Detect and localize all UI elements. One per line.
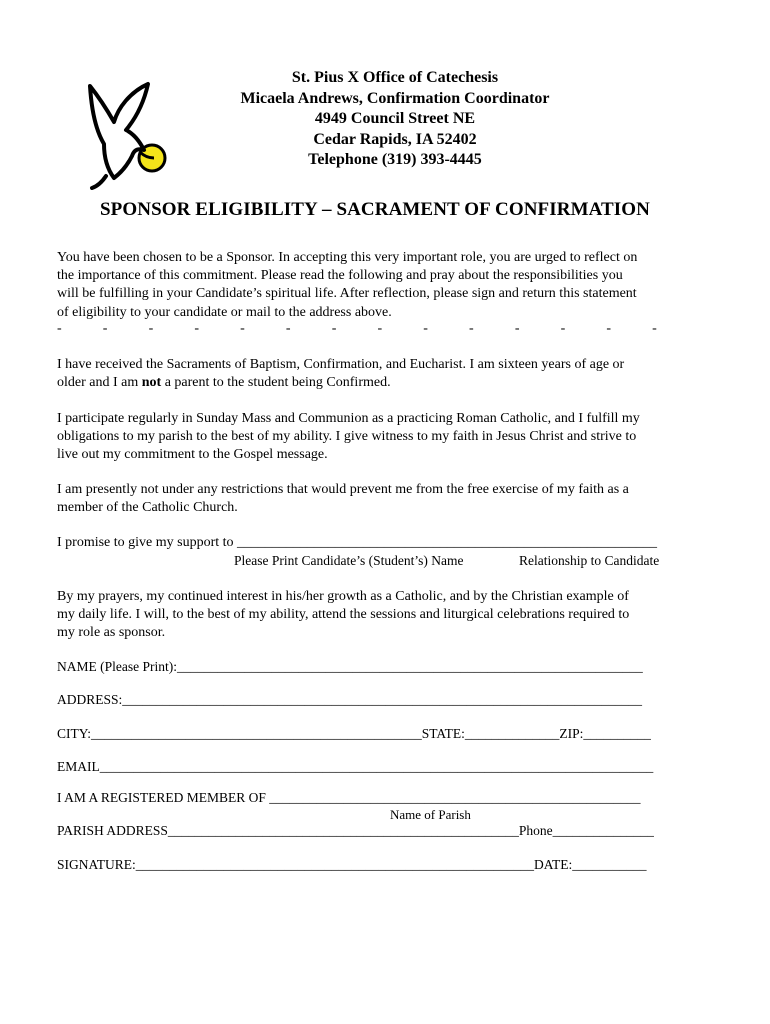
sacraments-line: [57, 374, 697, 392]
dash: -: [102, 321, 108, 336]
dash: -: [285, 321, 291, 336]
relationship-caption: Relationship to Candidate: [519, 553, 660, 568]
restrictions-line: member of the Catholic Church.: [57, 500, 238, 516]
header-line-street: 4949 Council Street NE: [314, 110, 476, 127]
signature-date-field[interactable]: SIGNATURE:___________________________________________________________DATE:___________: [57, 857, 647, 872]
email-field[interactable]: EMAIL__________________________________________________________________________________: [57, 759, 654, 774]
commitment-line: By my prayers, my continued interest in his/her growth as a Catholic, and by the Christian example of: [57, 589, 629, 604]
commitment-line: my daily life. I will, to the best of my ability, attend the sessions and liturgical celebrations required to: [57, 607, 630, 623]
intro-line: You have been chosen to be a Sponsor. In accepting this very important role, you are urged to reflect on: [57, 250, 638, 265]
document-title: SPONSOR ELIGIBILITY – SACRAMENT OF CONFIRMATION: [100, 199, 650, 220]
dash: -: [331, 321, 337, 336]
practice-paragraph: [57, 410, 697, 465]
sacraments-paragraph: [57, 356, 697, 392]
city-state-zip-field[interactable]: CITY:_________________________________________________STATE:______________ZIP:__________: [57, 726, 651, 741]
dove-logo-icon: [78, 78, 178, 190]
parish-address-field[interactable]: PARISH ADDRESS____________________________________________________Phone_______________: [57, 823, 654, 838]
parish-name-caption: Name of Parish: [390, 807, 471, 822]
dash: -: [57, 321, 62, 336]
practice-line: I participate regularly in Sunday Mass and Communion as a practicing Roman Catholic, and I fulfill my: [57, 411, 640, 426]
restrictions-paragraph: [57, 481, 697, 517]
practice-line: obligations to my parish to the best of my ability. I give witness to my faith in Jesus Christ and strive to: [57, 429, 637, 445]
candidate-name-caption: Please Print Candidate’s (Student’s) Name: [234, 553, 464, 568]
dash: -: [469, 321, 474, 336]
dash: -: [423, 321, 428, 336]
dash: -: [377, 321, 383, 336]
dash: -: [560, 321, 566, 336]
header-line-phone: Telephone (319) 393-4445: [308, 151, 482, 168]
promise-line[interactable]: I promise to give my support to ____________________________________________________________: [57, 535, 658, 550]
dash: -: [514, 321, 520, 336]
office-header: [200, 68, 590, 171]
dashed-separator: [57, 321, 657, 335]
dash: -: [194, 321, 200, 336]
intro-line: will be fulfilling in your Candidate’s spiritual life. After reflection, please sign and return this statement: [57, 286, 637, 302]
text-span: older and I am: [57, 375, 142, 391]
text-span: a parent to the student being Confirmed.: [161, 375, 391, 391]
commitment-paragraph: [57, 588, 697, 643]
address-field[interactable]: ADDRESS:_____________________________________________________________________________: [57, 692, 643, 707]
dash: -: [240, 321, 245, 336]
commitment-line: my role as sponsor.: [57, 625, 166, 641]
name-field[interactable]: NAME (Please Print):_____________________________________________________________________: [57, 659, 643, 674]
sacraments-line: I have received the Sacraments of Baptism, Confirmation, and Eucharist. I am sixteen years of age or: [57, 357, 625, 372]
header-line-city: Cedar Rapids, IA 52402: [313, 130, 477, 148]
dash: -: [652, 321, 657, 336]
intro-line: of eligibility to your candidate or mail to the address above.: [57, 304, 392, 320]
registered-parish-field[interactable]: I AM A REGISTERED MEMBER OF _______________________________________________________: [57, 790, 641, 805]
dash: -: [148, 321, 154, 336]
intro-paragraph: [57, 249, 697, 322]
practice-line: live out my commitment to the Gospel message.: [57, 447, 328, 463]
intro-line: the importance of this commitment. Please read the following and pray about the responsibilities you: [57, 268, 623, 284]
dash: -: [606, 321, 612, 336]
restrictions-line: I am presently not under any restrictions that would prevent me from the free exercise of my faith as a: [57, 482, 629, 497]
header-line-coordinator: Micaela Andrews, Confirmation Coordinator: [240, 89, 550, 107]
header-line-office: St. Pius X Office of Catechesis: [291, 69, 499, 86]
emphasis-not: not: [141, 375, 162, 391]
